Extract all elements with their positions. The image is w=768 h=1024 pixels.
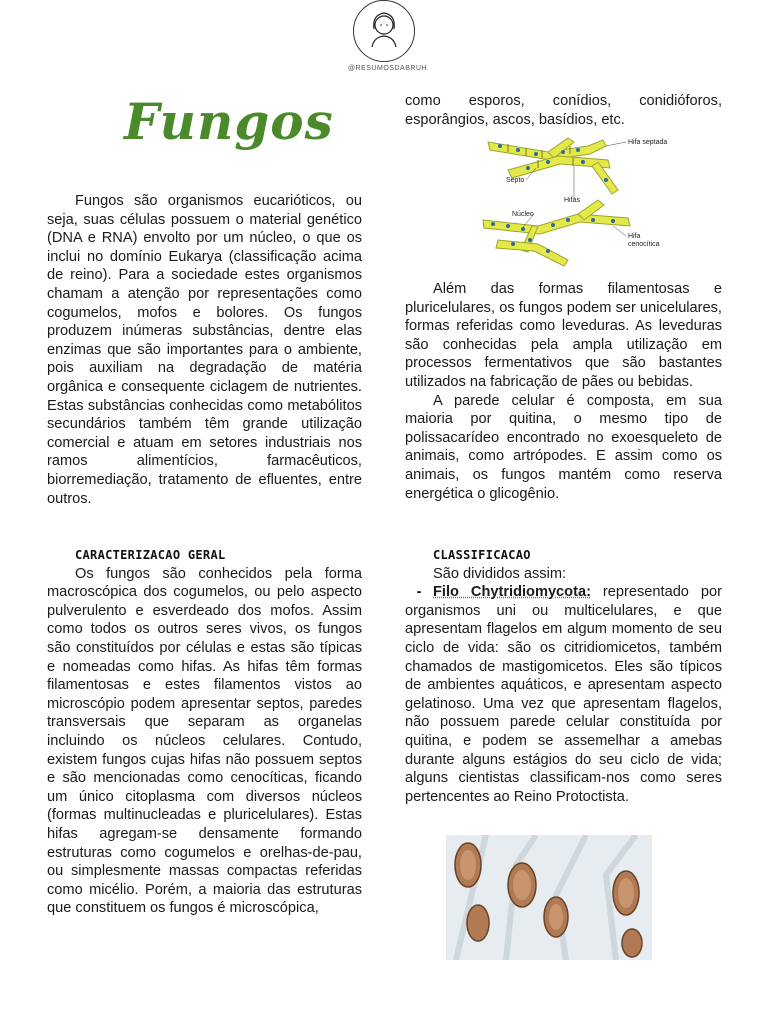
wall-paragraph: A parede celular é composta, em sua maioria por quitina, o mesmo tipo de polissacarídeo encontrado no exoesqueleto de animais, como artrópodes. E assim como os animais, os fungos mantém como reserva energética o glicogênio. <box>405 392 722 502</box>
coenocytic-hypha <box>483 214 630 234</box>
label-coenocytic-2: cenocítica <box>628 241 660 248</box>
logo-handle: @RESUMOSDABRUH <box>348 65 428 72</box>
label-septum: Septo <box>506 177 525 184</box>
section-heading-general: CARACTERIZACAO GERAL <box>75 548 226 562</box>
section-heading-classification: CLASSIFICACAO <box>433 548 531 562</box>
phylum-paragraph <box>405 583 722 806</box>
continuation-paragraph: como esporos, conídios, conidióforos, esporângios, ascos, basídios, etc. <box>405 93 722 128</box>
hyphae-figure <box>478 130 688 270</box>
continuation-section <box>405 92 722 129</box>
intro-section <box>47 192 362 508</box>
phylum-dash: - <box>416 584 422 601</box>
label-nucleus: Núcleo <box>512 211 534 218</box>
intro-paragraph: Fungos são organismos eucarióticos, ou seja, suas células possuem o material genético (DNA e RNA) envolto por um núcleo, o que os inclui no domínio Eukarya (classificação acima de reino). Para a sociedade estes organismos chamam a atenção por representações como cogumelos, mofos e bolores. Os fungos produzem inúmeras substâncias, dentre elas enzimas que são importantes para o ambiente, pois auxiliam na degradação de matéria orgânica e consequente ciclagem de nutrientes. Estas substâncias conhecidas como metabólitos secundários também têm grande utilização comercial e atuam em setores industriais nos ramos alimentícios, farmacêuticos, biorremediação, tratamento de efluentes, entre outros. <box>47 193 362 507</box>
general-paragraph: Os fungos são conhecidos pela forma macroscópica dos cogumelos, ou pelo aspecto pulverulento e esverdeado dos mofos. Assim como todos os outros seres vivos, os fungos são constituídos por células e estas são típicas e nomeadas como hifas. As hifas têm formas filamentosas e estes filamentos vistos ao microscópio podem apresentar septos, paredes transversais que separam as organelas incluindo os núcleos celulares. Contudo, existem fungos cujas hifas não possuem septos e são mencionadas como cenocíticas, ficando um único citoplasma com diversos núcleos (formas multinucleadas e pluricelulares). Estas hifas agregam-se densamente formando estruturas como cogumelos e orelhas-de-pau, ou simplesmente massas compactas referidas como micélio. Porém, a maioria das estruturas que constituem os fungos é microscópica, <box>47 565 362 917</box>
general-section <box>47 546 362 918</box>
phylum-description: representado por organismos uni ou multicelulares, e que apresentam flagelos em algum momento de seu ciclo de vida: são os citridiomicetos, também chamados de mastigomicetos. Eles são típicos de ambientes aquáticos, e apresentam aspecto gelatinoso. Uma vez que apresentam flagelos, não possuem parede celular constituída por quitina, e podem se assemelhar a amebas durante alguns estágios do seu ciclo de vida; alguns cientistas classificam-nos como seres pertencentes ao Reino Protoctista. <box>405 584 722 805</box>
label-hyphae: Hifas <box>564 197 580 204</box>
septate-hypha <box>488 140 606 160</box>
classification-subtitle: São divididos assim: <box>433 565 567 582</box>
label-septate: Hifa septada <box>628 139 668 146</box>
label-coenocytic-1: Hifa <box>628 233 641 240</box>
chytrid-micrograph <box>446 835 652 960</box>
avatar-icon <box>354 1 414 61</box>
logo-badge <box>353 0 415 62</box>
phylum-name: Filo Chytridiomycota: <box>433 584 591 601</box>
forms-section <box>405 280 722 503</box>
coenocytic-lower <box>496 240 568 266</box>
classification-section <box>405 546 722 806</box>
page-title: Fungos <box>124 92 334 151</box>
forms-paragraph: Além das formas filamentosas e pluricelulares, os fungos podem ser unicelulares, formas referidas como leveduras. As leveduras são conhecidas pela ampla utilização em processos fermentativos que são bastantes utilizados na fabricação de pães ou bebidas. <box>405 281 722 390</box>
logo <box>348 0 428 84</box>
